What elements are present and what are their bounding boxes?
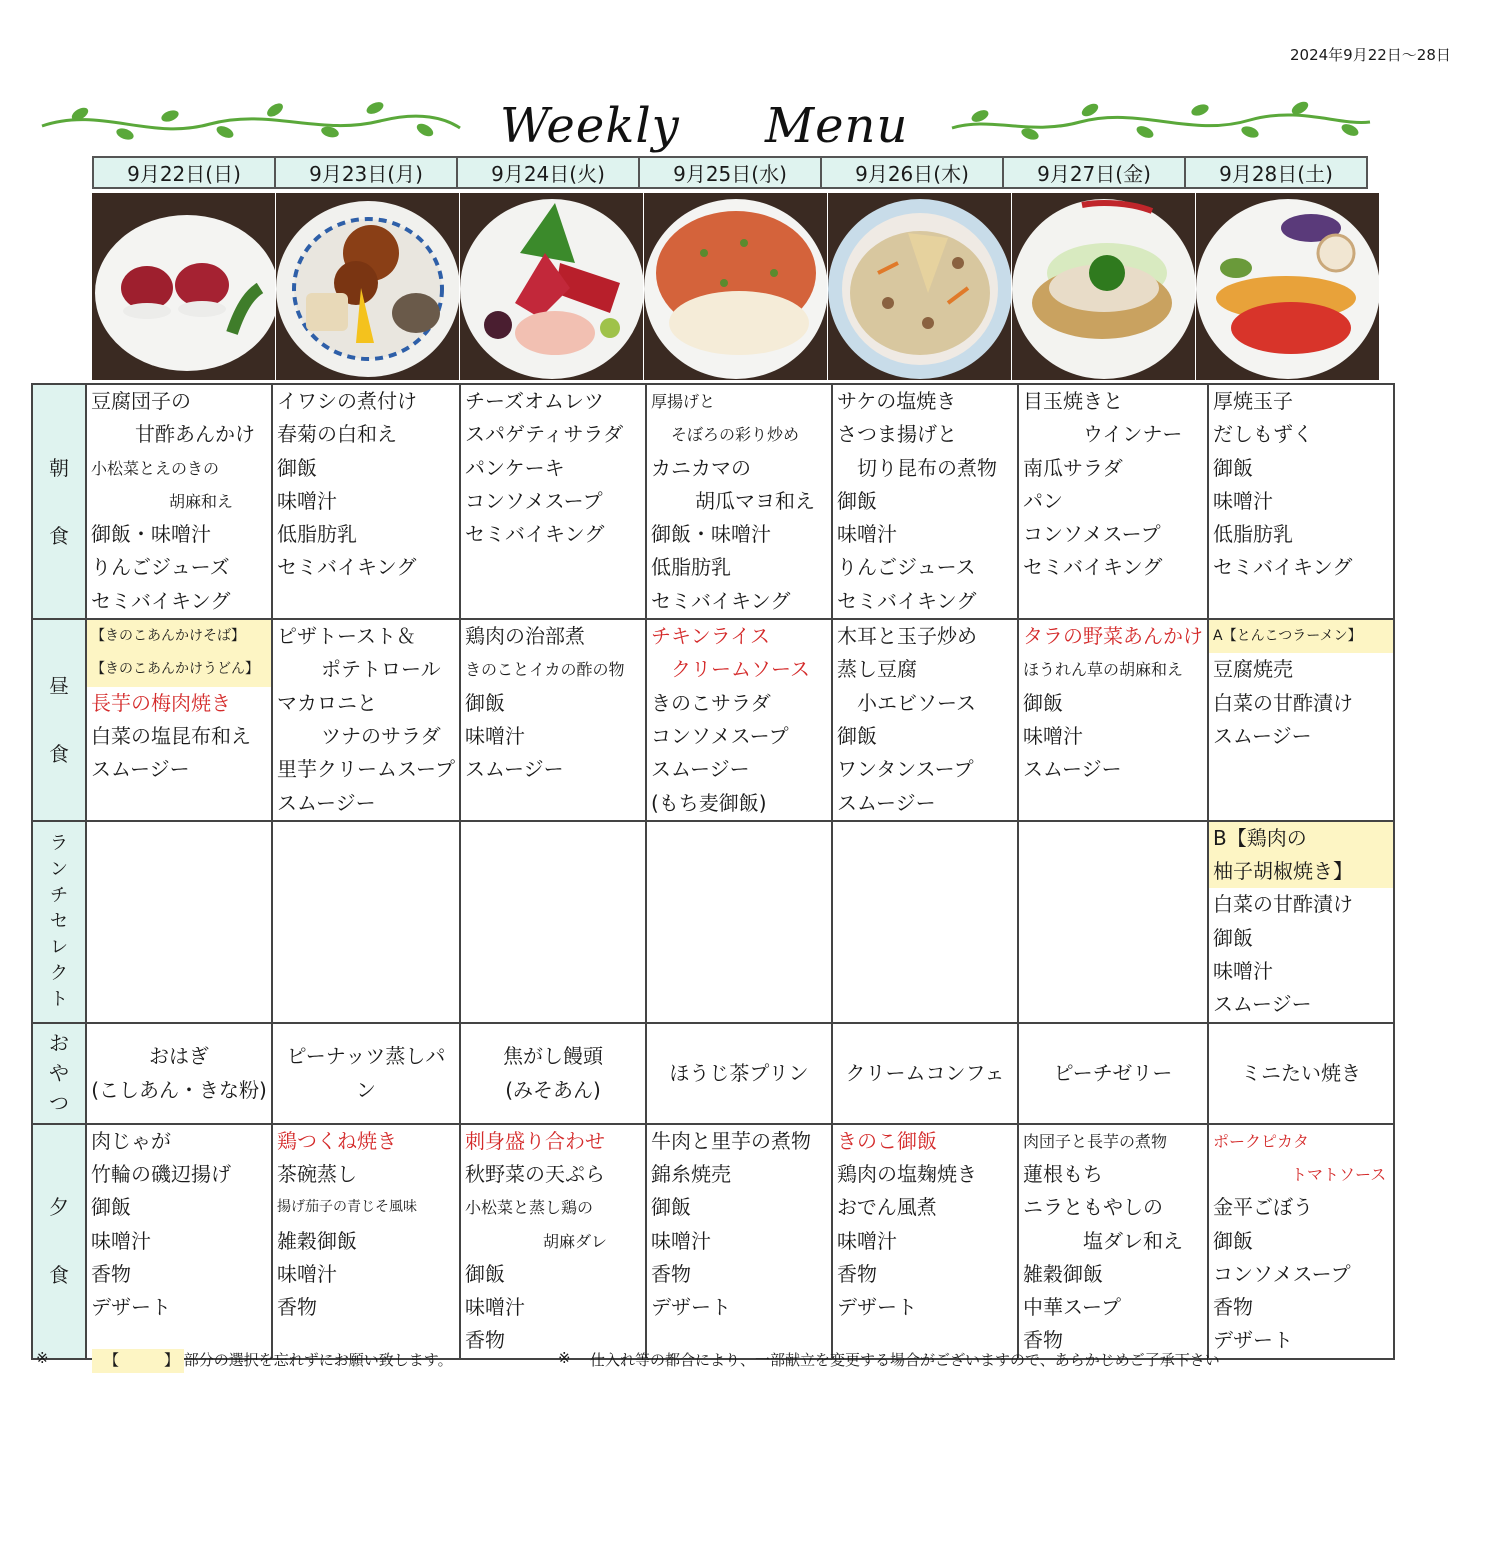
menu-item: スパゲティサラダ [465,422,624,447]
menu-item: タラの野菜あんかけ [1023,624,1203,649]
menu-item: 刺身盛り合わせ [465,1128,605,1153]
menu-item: 竹輪の磯辺揚げ [91,1161,231,1186]
menu-item: 味噌汁 [277,1261,337,1286]
menu-item: 低脂肪乳 [1213,522,1293,547]
selectable-menu-item: B【鶏肉の [1209,822,1393,855]
menu-item: 春菊の白和え [277,422,397,447]
menu-item: 香物 [1023,1328,1063,1353]
menu-item: セミバイキング [277,555,417,580]
menu-item: 白菜の甘酢漬け [1213,892,1353,917]
menu-item: 香物 [651,1261,691,1286]
menu-item: 秋野菜の天ぷら [465,1161,605,1186]
footer-selection-note: 【 】 部分の選択を忘れずにお願い致します。 [104,1351,453,1369]
menu-item: セミバイキング [837,588,977,613]
menu-item: 茶碗蒸し [277,1161,357,1186]
menu-item: おでん風煮 [837,1195,937,1220]
menu-item: 御飯・味噌汁 [91,522,211,547]
menu-item: 白菜の塩昆布和え [91,723,251,748]
menu-item: 中華スープ [1023,1295,1121,1320]
menu-item: 御飯 [91,1195,131,1220]
breakfast-row [32,384,1394,619]
lunch-cell [1018,619,1208,821]
menu-item: 御飯・味噌汁 [651,522,771,547]
menu-item: 肉団子と長芋の煮物 [1023,1131,1168,1151]
meal-label-char: 食 [49,741,69,766]
menu-item: 鶏肉の塩麹焼き [837,1161,977,1186]
title-menu: Menu [765,98,909,154]
meal-label-char: 昼 [49,673,69,698]
menu-item: 味噌汁 [1213,959,1273,984]
menu-item: コンソメスープ [1023,522,1161,547]
snack-cell [1208,1023,1394,1124]
menu-item: そぼろの彩り炒め [671,425,800,445]
meal-label-char: チ [50,884,68,906]
breakfast-cell [460,384,646,619]
day-header: 9月27日(金) [1002,156,1186,189]
menu-item: おはぎ [149,1044,209,1069]
menu-item: 胡麻ダレ [543,1231,608,1251]
lunch-row [32,619,1394,821]
menu-item: (もち麦御飯) [651,790,767,815]
menu-item: 金平ごぼう [1213,1195,1313,1220]
snack-cell [272,1023,460,1124]
menu-item: デザート [91,1295,171,1320]
menu-item: 里芋クリームスープ [277,757,455,782]
menu-item: クリームコンフェ [845,1061,1005,1086]
lunch-select-cell [1208,821,1394,1023]
menu-item: チーズオムレツ [465,389,604,413]
menu-item: 味噌汁 [465,723,525,748]
meal-label-char: 食 [49,523,69,548]
meal-label-char: ラ [50,832,68,854]
selectable-menu-item: 柚子胡椒焼き】 [1209,855,1393,888]
menu-item: 鶏肉の治部煮 [465,624,585,649]
meal-label-char: お [49,1031,69,1056]
meal-label-dinner [32,1124,86,1359]
breakfast-cell [1208,384,1394,619]
menu-table [31,383,1395,1360]
selectable-menu-item: 【きのこあんかけそば】 [87,620,271,653]
menu-item: 味噌汁 [1213,488,1273,513]
breakfast-cell [272,384,460,619]
takikomi-gohan-dish-photo [828,193,1011,380]
meal-label-snack [32,1023,86,1124]
menu-item: スムージー [1213,992,1312,1017]
menu-item: 香物 [1213,1295,1253,1320]
menu-item: 鶏つくね焼き [277,1128,397,1153]
menu-item: 御飯 [651,1195,691,1220]
right-vine-decoration [950,96,1375,146]
menu-item: 低脂肪乳 [277,522,357,547]
day-header: 9月23日(月) [274,156,458,189]
lunch-select-cell [1018,821,1208,1023]
menu-item: 長芋の梅肉焼き [91,690,231,715]
menu-item: 揚げ茄子の青じそ風味 [277,1199,417,1216]
meal-label-char: ト [50,988,68,1010]
menu-item: 木耳と玉子炒め [837,624,977,649]
snack-cell [646,1023,832,1124]
menu-item: 御飯 [465,690,505,715]
menu-item: 雑穀御飯 [277,1228,357,1253]
menu-item: イワシの煮付け [277,389,417,413]
menu-item: 白菜の甘酢漬け [1213,690,1353,715]
meal-label-char: ン [50,858,68,880]
menu-item: デザート [837,1295,917,1320]
lunch-cell [1208,619,1394,821]
meal-label-char: レ [50,936,68,958]
menu-item: ポテトロール [321,657,441,682]
tofu-dango-dish-photo [92,193,275,380]
meal-label-char: ク [50,962,68,984]
menu-item: 雑穀御飯 [1023,1261,1103,1286]
menu-item: 味噌汁 [465,1295,525,1320]
menu-item: スムージー [91,757,190,782]
menu-item: 御飯 [837,488,877,513]
menu-item: きのこサラダ [651,690,771,715]
menu-item: 切り昆布の煮物 [857,455,997,480]
menu-item: りんごジュース [837,555,976,580]
menu-item: カニカマの [651,455,751,480]
lunch-cell [86,619,272,821]
menu-item: セミバイキング [465,522,605,547]
menu-item: サケの塩焼き [837,389,957,413]
menu-item: スムージー [465,757,564,782]
lunch-select-cell [460,821,646,1023]
menu-item: (みそあん) [505,1078,601,1103]
menu-item: ほうじ茶プリン [669,1061,809,1086]
menu-item: 御飯 [1213,1228,1253,1253]
menu-item: ミニたい焼き [1241,1061,1361,1086]
menu-item: 小松菜と蒸し鶏の [465,1198,594,1218]
menu-item: ほうれん草の胡麻和え [1023,660,1184,680]
lunch-select-cell [646,821,832,1023]
menu-item: 香物 [465,1328,505,1353]
menu-item: 錦糸焼売 [651,1161,731,1186]
lunch-cell [832,619,1018,821]
menu-item: クリームソース [671,657,810,682]
menu-item: 目玉焼きと [1023,389,1123,413]
day-header-row [92,156,1368,189]
day-header: 9月28日(土) [1184,156,1368,189]
menu-item: 味噌汁 [1023,723,1083,748]
snack-cell [832,1023,1018,1124]
menu-item: 香物 [277,1295,317,1320]
menu-item: パン [1023,488,1063,513]
menu-item: マカロニと [277,690,377,715]
snack-cell [1018,1023,1208,1124]
menu-item: 御飯 [1213,925,1253,950]
menu-item: パンケーキ [465,455,565,480]
menu-item: さつま揚げと [837,422,957,447]
menu-item: だしもずく [1213,422,1313,447]
iwashi-nitsuke-dish-photo [276,193,459,380]
selectable-menu-item: 【きのこあんかけうどん】 [87,653,271,686]
day-header: 9月24日(火) [456,156,640,189]
breakfast-cell [86,384,272,619]
menu-item: スムージー [651,757,750,782]
meal-label-char: 食 [49,1263,69,1288]
menu-item: 味噌汁 [277,488,337,513]
breakfast-cell [1018,384,1208,619]
menu-item: ポークピカタ [1213,1131,1310,1151]
menu-item: チキンライス [651,624,770,649]
lunch-select-row [32,821,1394,1023]
dinner-cell [460,1124,646,1359]
menu-item: 胡麻和え [169,491,234,511]
menu-item: ピーナッツ蒸しパン [286,1044,446,1103]
footer-mark: ※ [36,1349,49,1367]
pork-piccata-dish-photo [1196,193,1379,380]
menu-item: きのことイカの酢の物 [465,660,625,680]
menu-item: スムージー [837,790,936,815]
menu-item: セミバイキング [651,588,791,613]
menu-item: トマトソース [1291,1164,1387,1184]
lunch-cell [460,619,646,821]
menu-item: スムージー [1023,757,1122,782]
menu-item: セミバイキング [91,588,231,613]
meal-label-lunch-select [32,821,86,1023]
meal-label-char: 朝 [49,455,69,480]
menu-item: 塩ダレ和え [1083,1228,1183,1253]
footer-change-note: 仕入れ等の都合により、一部献立を変更する場合がございますので、あらかじめご了承下さい [590,1351,1220,1369]
menu-item: 御飯 [1023,690,1063,715]
menu-item: 小松菜とえのきの [91,458,220,478]
menu-item: 味噌汁 [651,1228,711,1253]
breakfast-cell [832,384,1018,619]
lunch-select-cell [272,821,460,1023]
menu-item: 胡瓜マヨ和え [695,488,815,513]
tara-ankake-dish-photo [1012,193,1195,380]
menu-item: 厚揚げと [651,392,716,411]
snack-row [32,1023,1394,1124]
date-range: 2024年9月22日～28日 [1290,46,1451,64]
menu-item: 香物 [91,1261,131,1286]
footer-mark: ※ [558,1349,571,1367]
dinner-cell [832,1124,1018,1359]
menu-item: ワンタンスープ [837,757,974,782]
menu-item: 甘酢あんかけ [135,422,255,447]
menu-item: デザート [1213,1328,1293,1353]
meal-label-breakfast [32,384,86,619]
menu-item: 小エビソース [857,690,976,715]
menu-item: 御飯 [837,723,877,748]
snack-cell [460,1023,646,1124]
menu-item: セミバイキング [1023,555,1163,580]
selectable-menu-item: A【とんこつラーメン】 [1209,620,1393,653]
menu-item: 御飯 [465,1261,505,1286]
dinner-row [32,1124,1394,1359]
meal-label-char: セ [50,910,68,932]
dinner-cell [1018,1124,1208,1359]
lunch-select-cell [86,821,272,1023]
breakfast-cell [646,384,832,619]
lunch-cell [272,619,460,821]
dinner-cell [86,1124,272,1359]
menu-item: 低脂肪乳 [651,555,731,580]
menu-item: ピーチゼリー [1053,1061,1173,1086]
menu-item: 肉じゃが [91,1128,171,1153]
left-vine-decoration [40,96,465,146]
day-header: 9月25日(水) [638,156,822,189]
menu-item: コンソメスープ [651,723,789,748]
menu-item: きのこ御飯 [837,1128,937,1153]
chicken-rice-dish-photo [644,193,827,380]
menu-item: ピザトースト＆ [277,624,416,649]
menu-item: デザート [651,1295,731,1320]
menu-item: 味噌汁 [837,522,897,547]
meal-label-char: つ [49,1091,69,1116]
menu-item: 牛肉と里芋の煮物 [651,1128,811,1153]
menu-item: (こしあん・きな粉) [91,1078,267,1103]
lunch-cell [646,619,832,821]
menu-item: 蓮根もち [1023,1161,1103,1186]
menu-item: ツナのサラダ [321,723,441,748]
menu-item: 御飯 [1213,455,1253,480]
menu-item: りんごジューズ [91,555,230,580]
menu-item: ニラともやしの [1023,1195,1163,1220]
menu-item: セミバイキング [1213,555,1353,580]
menu-item: コンソメスープ [465,488,603,513]
menu-item: 蒸し豆腐 [837,657,917,682]
menu-item: ウインナー [1083,422,1183,447]
dinner-cell [646,1124,832,1359]
menu-item: 味噌汁 [91,1228,151,1253]
menu-item: 厚焼玉子 [1213,389,1293,413]
menu-item: 御飯 [277,455,317,480]
lunch-select-cell [832,821,1018,1023]
meal-label-char: や [49,1061,69,1086]
dinner-cell [1208,1124,1394,1359]
menu-item: 豆腐焼売 [1213,657,1293,682]
day-header: 9月22日(日) [92,156,276,189]
menu-item: スムージー [277,790,376,815]
food-photo-row [92,193,1380,380]
menu-item: 焦がし饅頭 [503,1044,603,1069]
menu-item: 味噌汁 [837,1228,897,1253]
day-header: 9月26日(木) [820,156,1004,189]
menu-item: コンソメスープ [1213,1261,1351,1286]
meal-label-char: 夕 [49,1195,69,1220]
dinner-cell [272,1124,460,1359]
snack-cell [86,1023,272,1124]
menu-item: スムージー [1213,723,1312,748]
title-weekly: Weekly [500,98,680,154]
menu-item: 南瓜サラダ [1023,455,1123,480]
menu-item: 香物 [837,1261,877,1286]
meal-label-lunch [32,619,86,821]
menu-item: 豆腐団子の [91,389,191,413]
sashimi-dish-photo [460,193,643,380]
